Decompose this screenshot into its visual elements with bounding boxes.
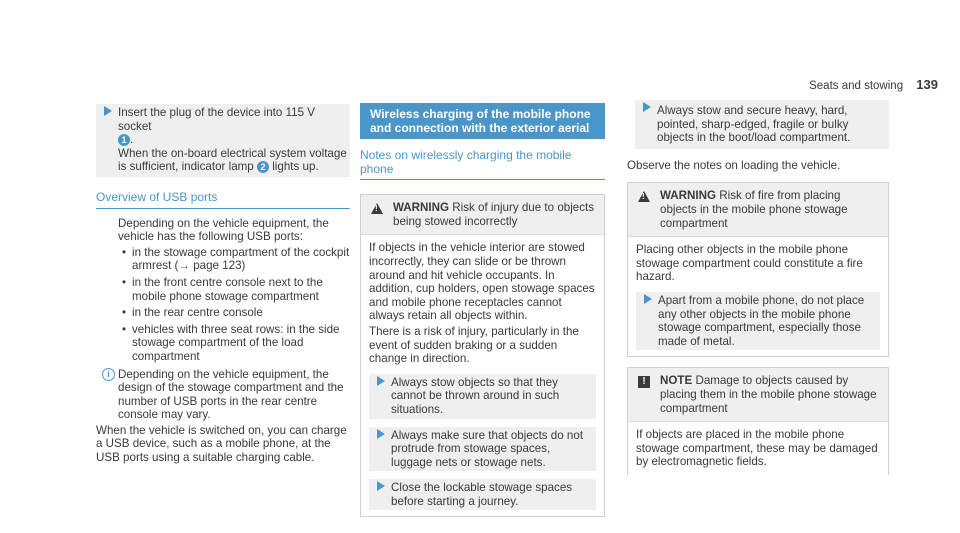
step-text: Apart from a mobile phone, do not place any other objects in the mobile phone stowage compartment, especially those made of metal.: [658, 293, 865, 348]
warning-paragraph: Placing other objects in the mobile phone stowage compartment could constitute a fire hazard.: [636, 243, 863, 284]
arrow-step-icon: [644, 294, 652, 304]
step-result: When the on-board electrical system voltage is sufficient, indicator lamp: [118, 146, 347, 174]
warning-step: [369, 427, 596, 472]
warning-step: [636, 292, 880, 350]
usb-section-title: Overview of USB ports: [96, 191, 350, 209]
column-1: [96, 104, 350, 465]
column-2: [360, 103, 605, 517]
usb-intro: Depending on the vehicle equipment, the vehicle has the following USB ports:: [118, 216, 329, 244]
warning-heading-text: Risk of injury due to objects being stowed incorrectly: [393, 201, 595, 228]
warning-step: [369, 374, 596, 419]
step-text: Always make sure that objects do not protrude from stowage spaces, luggage nets or stowage nets.: [391, 428, 584, 469]
warning-box: [360, 194, 605, 517]
step-result-end: lights up.: [272, 160, 319, 174]
step-text: Insert the plug of the device into 115 V socket: [118, 106, 316, 133]
warning-heading-text: Risk of fire from placing objects in the mobile phone stowage compartment: [660, 189, 848, 230]
page-ref-link[interactable]: in the stowage compartment of the cockpit armrest (→ page 123): [132, 245, 350, 273]
arrow-step-icon: [643, 102, 651, 112]
arrow-step-icon: [377, 376, 385, 386]
step-text: Always stow objects so that they cannot be thrown around in such situations.: [391, 375, 560, 416]
notes-title: Notes on wirelessly charging the mobile phone: [360, 149, 605, 180]
info-note: [96, 368, 350, 422]
callout-1-icon: 1: [118, 134, 130, 146]
warning-triangle-icon: [638, 191, 650, 202]
usb-port-list: [118, 246, 350, 364]
note-body: [628, 421, 888, 475]
callout-2-icon: 2: [257, 161, 269, 173]
warning-body: [628, 236, 888, 356]
warning-header: [628, 183, 888, 236]
arrow-step-icon: [104, 106, 112, 116]
list-item-text: in the front centre console next to the mobile phone stowage compartment: [132, 275, 323, 303]
step-text: Close the lockable stowage spaces before starting a journey.: [391, 481, 573, 508]
usb-closing: When the vehicle is switched on, you can charge a USB device, such as a mobile phone, at the USB ports using a suitable charging cable.: [96, 423, 347, 465]
page-number: 139: [916, 77, 938, 92]
step-insert-plug: [96, 104, 350, 177]
running-header: [780, 78, 938, 94]
note-box: [627, 367, 889, 475]
step-text: Always stow and secure heavy, hard, pointed, sharp-edged, fragile or bulky objects in the boot/load compartment.: [657, 104, 851, 145]
list-item-text: in the rear centre console: [132, 306, 263, 320]
column-3: [627, 100, 889, 475]
step-stow-heavy: [635, 100, 889, 149]
info-text: Depending on the vehicle equipment, the design of the stowage compartment and the number of USB ports in the rear centre console may vary.: [118, 367, 344, 422]
warning-triangle-icon: [371, 203, 383, 214]
wireless-heading: Wireless charging of the mobile phone and connection with the exterior aerial: [360, 103, 605, 139]
arrow-step-icon: [377, 481, 385, 491]
note-heading-text: Damage to objects caused by placing them in the mobile phone stowage compartment: [660, 374, 877, 415]
list-item: [118, 246, 350, 273]
list-item: [118, 323, 350, 364]
note-header: [628, 368, 888, 421]
warning-paragraph: If objects in the vehicle interior are stowed incorrectly, they can slide or be thrown around and hit vehicle occupants. In addition, cup holders, open stowage spaces and mobile phone receptacles cannot always retain all objects within.: [369, 241, 595, 323]
list-item: [118, 306, 350, 320]
warning-label: WARNING: [393, 201, 450, 215]
warning-label: WARNING: [660, 189, 717, 203]
warning-body: [361, 234, 604, 516]
fire-warning-box: [627, 182, 889, 357]
note-paragraph: If objects are placed in the mobile phone stowage compartment, these may be damaged by electromagnetic fields.: [636, 428, 878, 469]
observe-notes: Observe the notes on loading the vehicle.: [627, 158, 841, 172]
list-item: [118, 276, 350, 303]
info-icon: i: [102, 368, 115, 381]
exclamation-icon: !: [638, 376, 650, 388]
step-punct: .: [130, 133, 134, 147]
section-name: Seats and stowing: [809, 80, 904, 92]
warning-paragraph: There is a risk of injury, particularly in the event of sudden braking or a sudden change in direction.: [369, 324, 579, 366]
usb-content: [96, 217, 350, 364]
list-item-text: vehicles with three seat rows: in the side stowage compartment of the load compartment: [132, 322, 340, 363]
note-label: NOTE: [660, 374, 693, 388]
arrow-step-icon: [377, 429, 385, 439]
warning-step: [369, 479, 596, 510]
warning-header: [361, 195, 604, 234]
